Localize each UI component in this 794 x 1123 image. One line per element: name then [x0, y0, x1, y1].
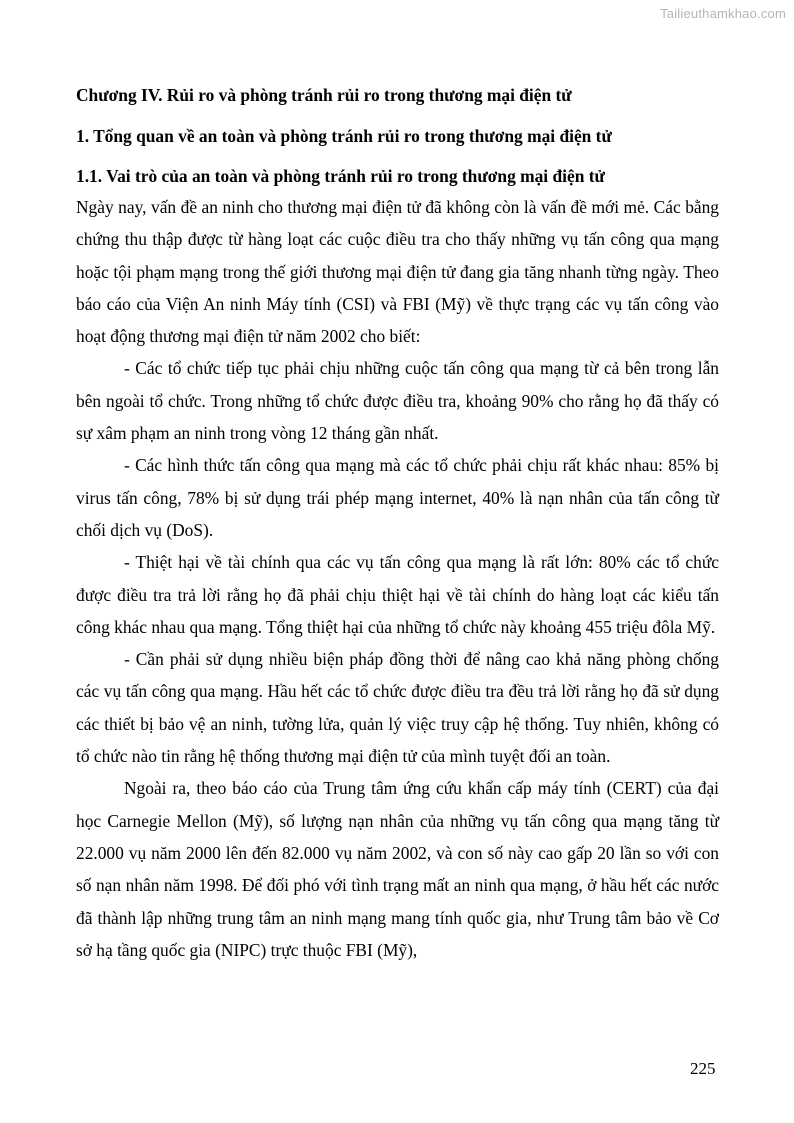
bullet-paragraph-financial-damage: - Thiệt hại về tài chính qua các vụ tấn công qua mạng là rất lớn: 80% các tổ chức được điều tra trả lời rằng họ đã phải chịu thiệt hại về tài chính do hàng loạt các kiểu tấn công khác nhau qua mạng. Tổng thiệt hại của những tổ chức này khoảng 455 triệu đôla Mỹ. — [76, 552, 719, 637]
watermark: Tailieuthamkhao.com — [660, 6, 786, 21]
bullet-paragraph-attacks-sources: - Các tổ chức tiếp tục phải chịu những cuộc tấn công qua mạng từ cả bên trong lẫn bên ngoài tổ chức. Trong những tổ chức được điều tra, khoảng 90% cho rằng họ đã thấy có sự xâm phạm an ninh trong vòng 12 tháng gần nhất. — [76, 358, 719, 444]
intro-paragraph: Ngày nay, vấn đề an ninh cho thương mại điện tử đã không còn là vấn đề mới mẻ. Các bằng chứng thu thập được từ hàng loạt các cuộc điều tra cho thấy những vụ tấn công qua mạng hoặc tội phạm mạng trong thế giới thương mại điện tử đang gia tăng nhanh từng ngày. Theo báo cáo của Viện An ninh Máy tính (CSI) và FBI (Mỹ) về thực trạng các vụ tấn công vào hoạt động thương mại điện tử năm 2002 cho biết: — [76, 197, 719, 347]
section-heading: 1. Tổng quan về an toàn và phòng tránh rủi ro trong thương mại điện tử — [76, 126, 612, 146]
subsection-heading: 1.1. Vai trò của an toàn và phòng tránh rủi ro trong thương mại điện tử — [76, 166, 605, 186]
document-page — [76, 84, 719, 966]
bullet-paragraph-protection-measures: - Cần phải sử dụng nhiều biện pháp đồng thời để nâng cao khả năng phòng chống các vụ tấn công qua mạng. Hầu hết các tổ chức được điều tra đều trả lời rằng họ đã sử dụng các thiết bị bảo vệ an ninh, tường lửa, quản lý việc truy cập hệ thống. Tuy nhiên, không có tổ chức nào tin rằng hệ thống thương mại điện tử của mình tuyệt đối an toàn. — [76, 649, 719, 767]
page-number: 225 — [690, 1059, 716, 1078]
bullet-paragraph-attack-types: - Các hình thức tấn công qua mạng mà các tổ chức phải chịu rất khác nhau: 85% bị virus tấn công, 78% bị sử dụng trái phép mạng internet, 40% là nạn nhân của tấn công từ chối dịch vụ (DoS). — [76, 455, 719, 540]
cert-report-paragraph: Ngoài ra, theo báo cáo của Trung tâm ứng cứu khẩn cấp máy tính (CERT) của đại học Carnegie Mellon (Mỹ), số lượng nạn nhân của những vụ tấn công qua mạng tăng từ 22.000 vụ năm 2000 lên đến 82.000 vụ năm 2002, và con số này cao gấp 20 lần so với con số nạn nhân năm 1998. Để đối phó với tình trạng mất an ninh qua mạng, ở hầu hết các nước đã thành lập những trung tâm an ninh mạng mang tính quốc gia, như Trung tâm bảo về Cơ sở hạ tầng quốc gia (NIPC) trực thuộc FBI (Mỹ), — [76, 778, 719, 960]
chapter-heading: Chương IV. Rủi ro và phòng tránh rủi ro trong thương mại điện tử — [76, 85, 572, 105]
